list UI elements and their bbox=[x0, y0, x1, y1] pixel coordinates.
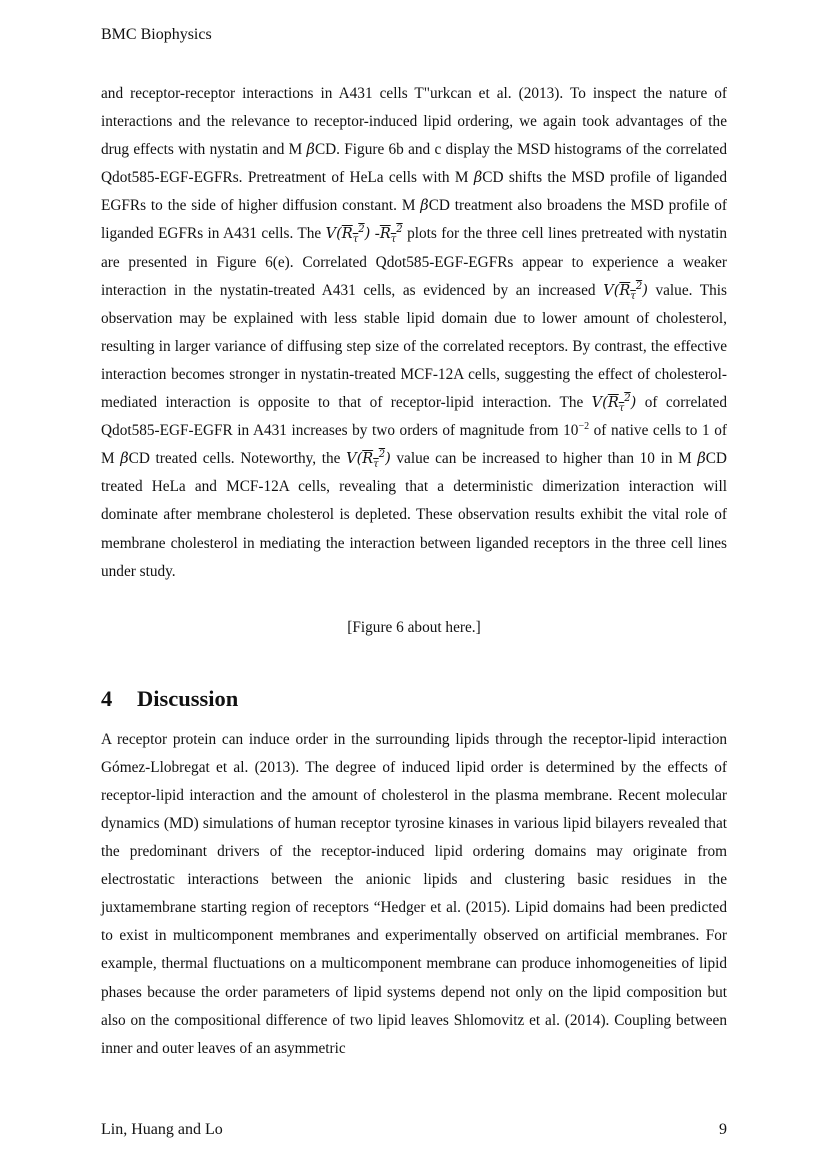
text-segment: CD shifts the MSD profile of liganded EGFRs to the side of higher diffusion constant. M bbox=[101, 169, 727, 215]
figure-placeholder: [Figure 6 about here.] bbox=[347, 618, 481, 636]
footer-authors: Lin, Huang and Lo bbox=[101, 1121, 223, 1138]
text-segment: value. This observation may be explained with less stable lipid domain due to lower amount of cholesterol, resulting in larger variance of diffusing step size of the correlated receptors. By contrast, the effective interaction becomes stronger in nystatin-treated MCF-12A cells, suggesting the effect of cholesterol-mediated interaction is opposite to that of receptor-lipid interaction. The bbox=[101, 281, 727, 412]
mean-square-formula: $R_\tau^2$ bbox=[379, 224, 403, 246]
beta-symbol: β bbox=[420, 198, 429, 215]
variance-formula: $V(R_\tau^2)$ bbox=[603, 280, 648, 302]
section-heading bbox=[101, 684, 727, 714]
text-segment: plots for the three cell lines pretreated with nystatin are presented in Figure 6(e). Correlated Qdot585-EGF-EGFRs appear to experience a weaker interaction in the nystatin-treated A431 cells, as evidenced by an increased bbox=[101, 225, 727, 299]
text-segment: CD treated cells. Noteworthy, the bbox=[128, 450, 347, 468]
text-segment: and receptor-receptor interactions in A431 cells T"urkcan et al. (2013). To inspect the nature of interactions and the relevance to receptor-induced lipid ordering, we again took advantages of the drug effects with nystatin and M bbox=[101, 85, 727, 159]
exponent: −2 bbox=[578, 421, 590, 433]
beta-symbol: β bbox=[120, 451, 129, 468]
text-segment: of correlated Qdot585-EGF-EGFR in A431 increases by two orders of magnitude from 10 bbox=[101, 394, 727, 440]
variance-formula: $V(R_\tau^2)$ bbox=[325, 224, 371, 246]
beta-symbol: β bbox=[306, 142, 315, 159]
variance-formula: $V(R_\tau^2)$ bbox=[346, 449, 391, 471]
beta-symbol: β bbox=[473, 170, 483, 187]
variance-formula: $V(R_\tau^2)$ bbox=[591, 393, 637, 414]
text-segment: CD treatment also broadens the MSD profile of liganded EGFRs in A431 cells. The bbox=[101, 197, 728, 243]
text-segment: CD treated HeLa and MCF-12A cells, revealing that a deterministic dimerization interaction will dominate after membrane cholesterol is depleted. These observation results exhibit the vital role of membrane cholesterol in mediating the interaction between liganded receptors in the three cell lines under study. bbox=[101, 450, 727, 580]
beta-symbol: β bbox=[697, 451, 706, 468]
section-title: Discussion bbox=[137, 685, 239, 711]
results-paragraph bbox=[101, 80, 727, 586]
discussion-paragraph: A receptor protein can induce order in the surrounding lipids through the receptor-lipid interaction Gómez-Llobregat et al. (2013). The degree of induced lipid order is determined by the effects of receptor-lipid interaction and the amount of cholesterol in the plasma membrane. Recent molecular dynamics (MD) simulations of human receptor tyrosine kinases in various lipid bilayers revealed that the predominant drivers of the receptor-induced lipid ordering domains may originate from electrostatic interactions between the anionic lipids and clustering basic residues in the juxtamembrane starting region of receptors “Hedger et al. (2015). Lipid domains had been predicted to exist in multicomponent membranes and experimentally observed on artificial membranes. For example, thermal fluctuations on a multicomponent membrane can produce inhomogeneities of lipid phases because the order parameters of lipid systems depend not only on the lipid composition but also on the compositional difference of two lipid leaves Shlomovitz et al. (2014). Coupling between inner and outer leaves of an asymmetric bbox=[101, 730, 727, 1057]
page-number: 9 bbox=[719, 1121, 727, 1138]
running-header: BMC Biophysics bbox=[101, 26, 212, 43]
text-segment: of native cells to 1 of M bbox=[101, 422, 727, 468]
section-number: 4 bbox=[101, 685, 113, 711]
text-segment: - bbox=[370, 225, 380, 243]
text-segment: CD. Figure 6b and c display the MSD histograms of the correlated Qdot585-EGF-EGFRs. Pretreatment of HeLa cells with M bbox=[101, 141, 727, 187]
page-body bbox=[101, 80, 727, 1063]
text-segment: value can be increased to higher than 10 in M bbox=[390, 450, 698, 468]
